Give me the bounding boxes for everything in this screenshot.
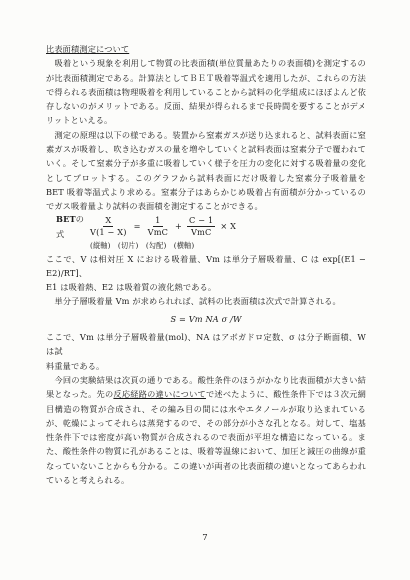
formula-axis-notes: (縦軸) (切片) (勾配) (横軸) — [90, 240, 195, 250]
formula-slope-term: $\frac{C - 1}{\text{VmC}}$ — [189, 215, 214, 238]
paragraph-equation-definitions: ここで、Vm は単分子層吸着量(mol)、NA はアボガドロ定数、σ は分子断面積、W は試 — [46, 332, 366, 357]
paragraph-sample-weight: 料重量である。 — [46, 360, 105, 371]
section-heading: 比表面積測定について — [46, 44, 130, 54]
paragraph-results: 今回の実験結果は次頁の通りである。酸性条件のほうがかなり比表面積が大きい結果となった。先の反応経路の違いについてで述べたように、酸性条件下では３次元網目構造の物質が合成され、その編み目の間には水やエタノールが取り込まれているが、乾燥によってそれらは蒸発するので、その部分が小さな孔となる。対して、塩基性条件下では密度が高い物質が合成されるので表面が平坦な構造になっている。また、酸性条件の物質に孔があることは、吸着等温線において、加圧と減圧の曲線が重なっていないことからも分かる。この違いが両者の比表面積の違いとなってあらわれていると考えられる。 — [46, 374, 366, 486]
formula-lhs: $\frac{X}{V(1 - X)}$ — [90, 215, 127, 238]
bet-formula-label: BETの式 — [56, 214, 85, 239]
paragraph-surface-calc: 単分子層吸着量 Vm が求められれば、試料の比表面積は次式で計算される。 — [54, 296, 341, 307]
paragraph-heat-definitions: E1 は吸着熱、E2 は吸着質の液化熱である。 — [46, 282, 217, 293]
formula-intercept-term: $\frac{1}{\text{VmC}}$ — [147, 215, 169, 238]
surface-area-equation: S = Vm NA σ /W — [170, 313, 242, 324]
paragraph-variable-definitions: ここで、V は相対圧 X における吸着量、Vm は単分子層吸着量、C は exp[(E1 − E2)/RT]、 — [46, 253, 366, 278]
bet-formula: BETの式 $\frac{X}{V(1 - X)}$ = $\frac{1}{\text{VmC}}$ + $\frac{C - 1}{\text{VmC}}$ × X — [56, 214, 366, 240]
paragraph-intro: 吸着という現象を利用して物質の比表面積(単位質量あたりの表面積)を測定するのが比表面積測定である。計算法としてＢＥＴ吸着等温式を適用したが、これらの方法で得られる表面積は物理吸着を利用していることから試料の化学組成にほぼよんど依存しないのがメリットである。反面、結果が得られるまで長時間を要することがデメリットといえる。 — [46, 58, 366, 126]
reaction-path-reference: 反応経路の違いについて — [113, 389, 206, 400]
document-body — [46, 42, 366, 487]
paragraph-principle: 測定の原理は以下の様である。装置から窒素ガスが送り込まれると、試料表面に窒素ガスが吸着し、吹き込むガスの量を増やしていくと試料表面は窒素分子で覆われていく。そして窒素分子が多重に吸着していく様子を圧力の変化に対する吸着量の変化としてプロットする。このグラフから試料表面にだけ吸着した窒素分子吸着量を BET 吸着等温式より求める。窒素分子はあらかじめ吸着占有面積が分かっているのでガス吸着量より試料の表面積を測定することができる。 — [46, 129, 366, 212]
page-number: 7 — [202, 533, 208, 543]
